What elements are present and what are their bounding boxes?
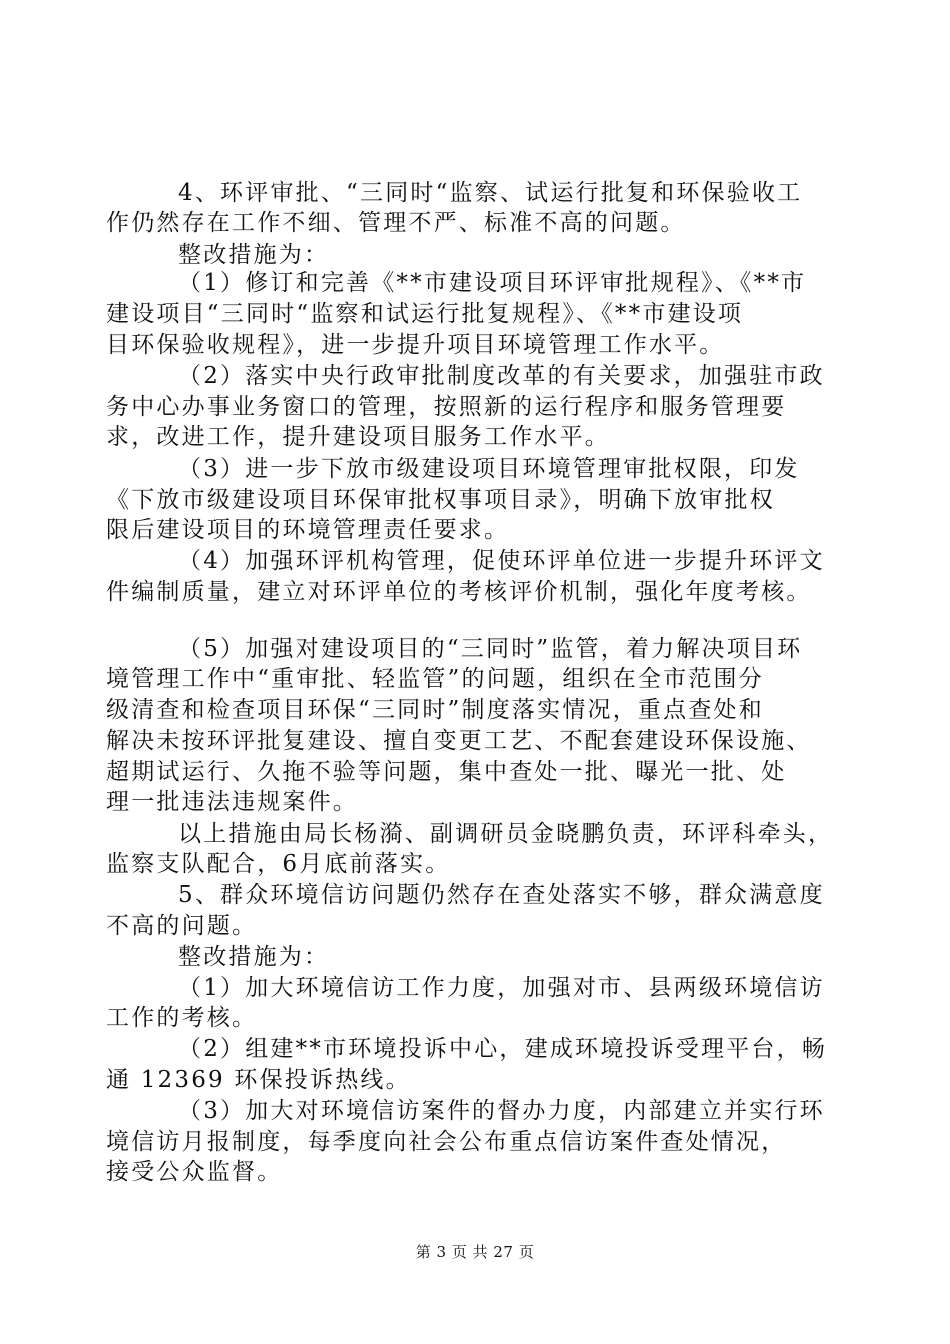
paragraph-line: 整改措施为： — [178, 944, 330, 970]
paragraph-line: （5）加强对建设项目的“三同时”监管，着力解决项目环 — [178, 636, 803, 662]
paragraph-line: （1）修订和完善《**市建设项目环评审批规程》、《**市 — [178, 270, 807, 296]
paragraph-line: 通 12369 环保投诉热线。 — [106, 1067, 411, 1093]
paragraph-line: 不高的问题。 — [106, 913, 258, 939]
paragraph-line: 务中心办事业务窗口的管理，按照新的运行程序和服务管理要 — [106, 394, 787, 420]
paragraph-line: 以上措施由局长杨漪、副调研员金晓鹏负责，环评科牵头， — [178, 821, 834, 847]
paragraph-line: 监察支队配合，6月底前落实。 — [106, 851, 451, 877]
paragraph-line: 接受公众监督。 — [106, 1159, 283, 1185]
paragraph-line: 限后建设项目的环境管理责任要求。 — [106, 517, 510, 543]
paragraph-line: （3）进一步下放市级建设项目环境管理审批权限，印发 — [178, 456, 800, 482]
paragraph-line: 工作的考核。 — [106, 1005, 258, 1031]
paragraph-line: 目环保验收规程》，进一步提升项目环境管理工作水平。 — [106, 332, 725, 358]
paragraph-line: 《下放市级建设项目环保审批权事项目录》，明确下放审批权 — [106, 487, 775, 513]
paragraph-line: 理一批违法违规案件。 — [106, 789, 358, 815]
paragraph-line: 件编制质量，建立对环评单位的考核评价机制，强化年度考核。 — [106, 579, 812, 605]
paragraph-line: （2）落实中央行政审批制度改革的有关要求，加强驻市政 — [178, 363, 825, 389]
paragraph-line: 境信访月报制度，每季度向社会公布重点信访案件查处情况， — [106, 1129, 787, 1155]
paragraph-line: （1）加大环境信访工作力度，加强对市、县两级环境信访 — [178, 975, 825, 1001]
paragraph-line: 作仍然存在工作不细、管理不严、标准不高的问题。 — [106, 210, 686, 236]
paragraph-line: 4、环评审批、“三同时“监察、试运行批复和环保验收工 — [178, 180, 803, 206]
paragraph-line: 求，改进工作，提升建设项目服务工作水平。 — [106, 424, 610, 450]
paragraph-line: 级清查和检查项目环保“三同时”制度落实情况，重点查处和 — [106, 697, 764, 723]
paragraph-line: 整改措施为： — [178, 242, 330, 268]
paragraph-line: 5、群众环境信访问题仍然存在查处落实不够，群众满意度 — [178, 882, 825, 908]
paragraph-line: 建设项目“三同时“监察和试运行批复规程》、《**市建设项 — [106, 301, 744, 327]
paragraph-line: 解决未按环评批复建设、擅自变更工艺、不配套建设环保设施、 — [106, 728, 812, 754]
paragraph-line: （3）加大对环境信访案件的督办力度，内部建立并实行环 — [178, 1098, 825, 1124]
paragraph-line: （2）组建**市环境投诉中心，建成环境投诉受理平台，畅 — [178, 1036, 828, 1062]
paragraph-line: （4）加强环评机构管理，促使环评单位进一步提升环评文 — [178, 548, 825, 574]
paragraph-line: 超期试运行、久拖不验等问题，集中查处一批、曝光一批、处 — [106, 759, 787, 785]
paragraph-line: 境管理工作中“重审批、轻监管”的问题，组织在全市范围分 — [106, 666, 764, 692]
page-footer: 第 3 页 共 27 页 — [415, 1243, 535, 1261]
